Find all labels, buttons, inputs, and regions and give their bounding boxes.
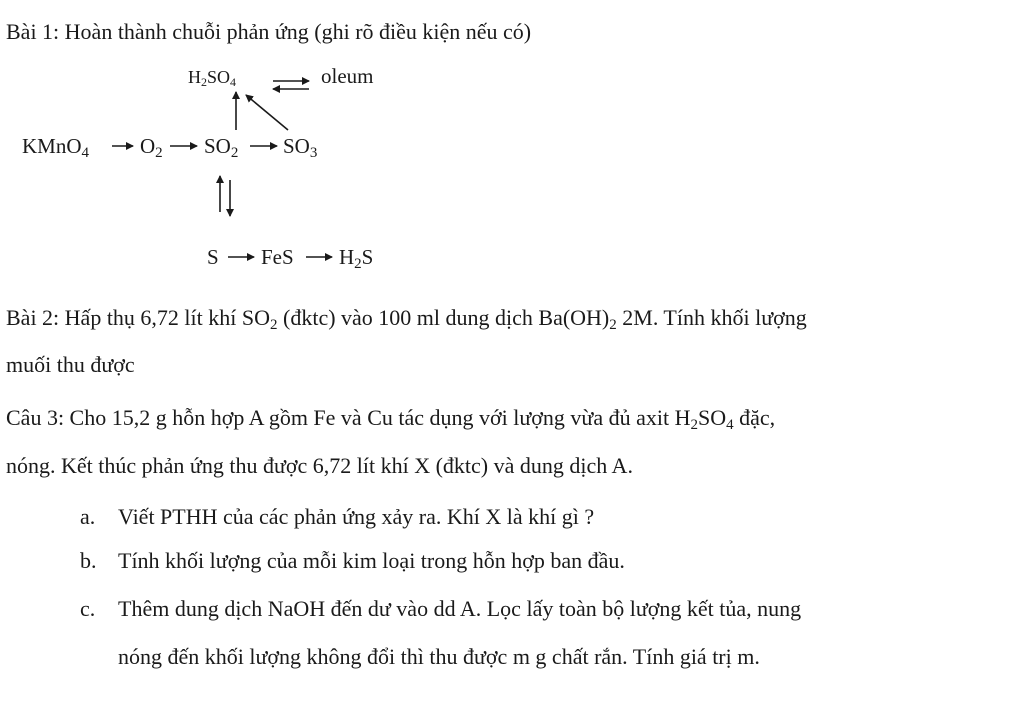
item-text: Thêm dung dịch NaOH đến dư vào dd A. Lọc lấy toàn bộ lượng kết tủa, nung [118, 596, 802, 621]
item-text: Viết PTHH của các phản ứng xảy ra. Khí X là khí gì ? [118, 504, 595, 529]
h2s-label: $H_2S$ [339, 245, 374, 272]
item-label: a. [80, 504, 96, 529]
arrow-so3-h2so4 [246, 95, 288, 130]
oleum-label: oleum [321, 64, 374, 88]
o2-label: $O_2$ [140, 134, 163, 161]
so2-label: $SO_2$ [204, 134, 239, 161]
item-label: c. [80, 596, 96, 621]
item-text: Tính khối lượng của mỗi kim loại trong hỗn hợp ban đầu. [118, 548, 625, 573]
bai2-line2: muối thu được [6, 352, 135, 377]
item-text-continued: nóng đến khối lượng không đổi thì thu được m g chất rắn. Tính giá trị m. [118, 644, 760, 669]
kmno4-label: KMnO$_4$ [22, 134, 90, 161]
cau3-line2: nóng. Kết thúc phản ứng thu được 6,72 lít khí X (đktc) và dung dịch A. [6, 453, 633, 478]
h2so4-label: $H_2SO_4$ [188, 67, 237, 89]
cau3-line1: Câu 3: Cho 15,2 g hỗn hợp A gồm Fe và Cu tác dụng với lượng vừa đủ axit $H_2SO_4$ đặc, [6, 405, 776, 433]
fes-label: FeS [261, 245, 294, 269]
bai1-title: Bài 1: Hoàn thành chuỗi phản ứng (ghi rõ điều kiện nếu có) [6, 19, 532, 44]
so3-label: $SO_3$ [283, 134, 318, 161]
bai2-line1: Bài 2: Hấp thụ 6,72 lít khí $SO_2$ (đktc) vào 100 ml dung dịch $Ba(OH)_2$ 2M. Tính khối lượng [6, 305, 807, 333]
s-label: S [207, 245, 219, 269]
item-label: b. [80, 548, 97, 573]
